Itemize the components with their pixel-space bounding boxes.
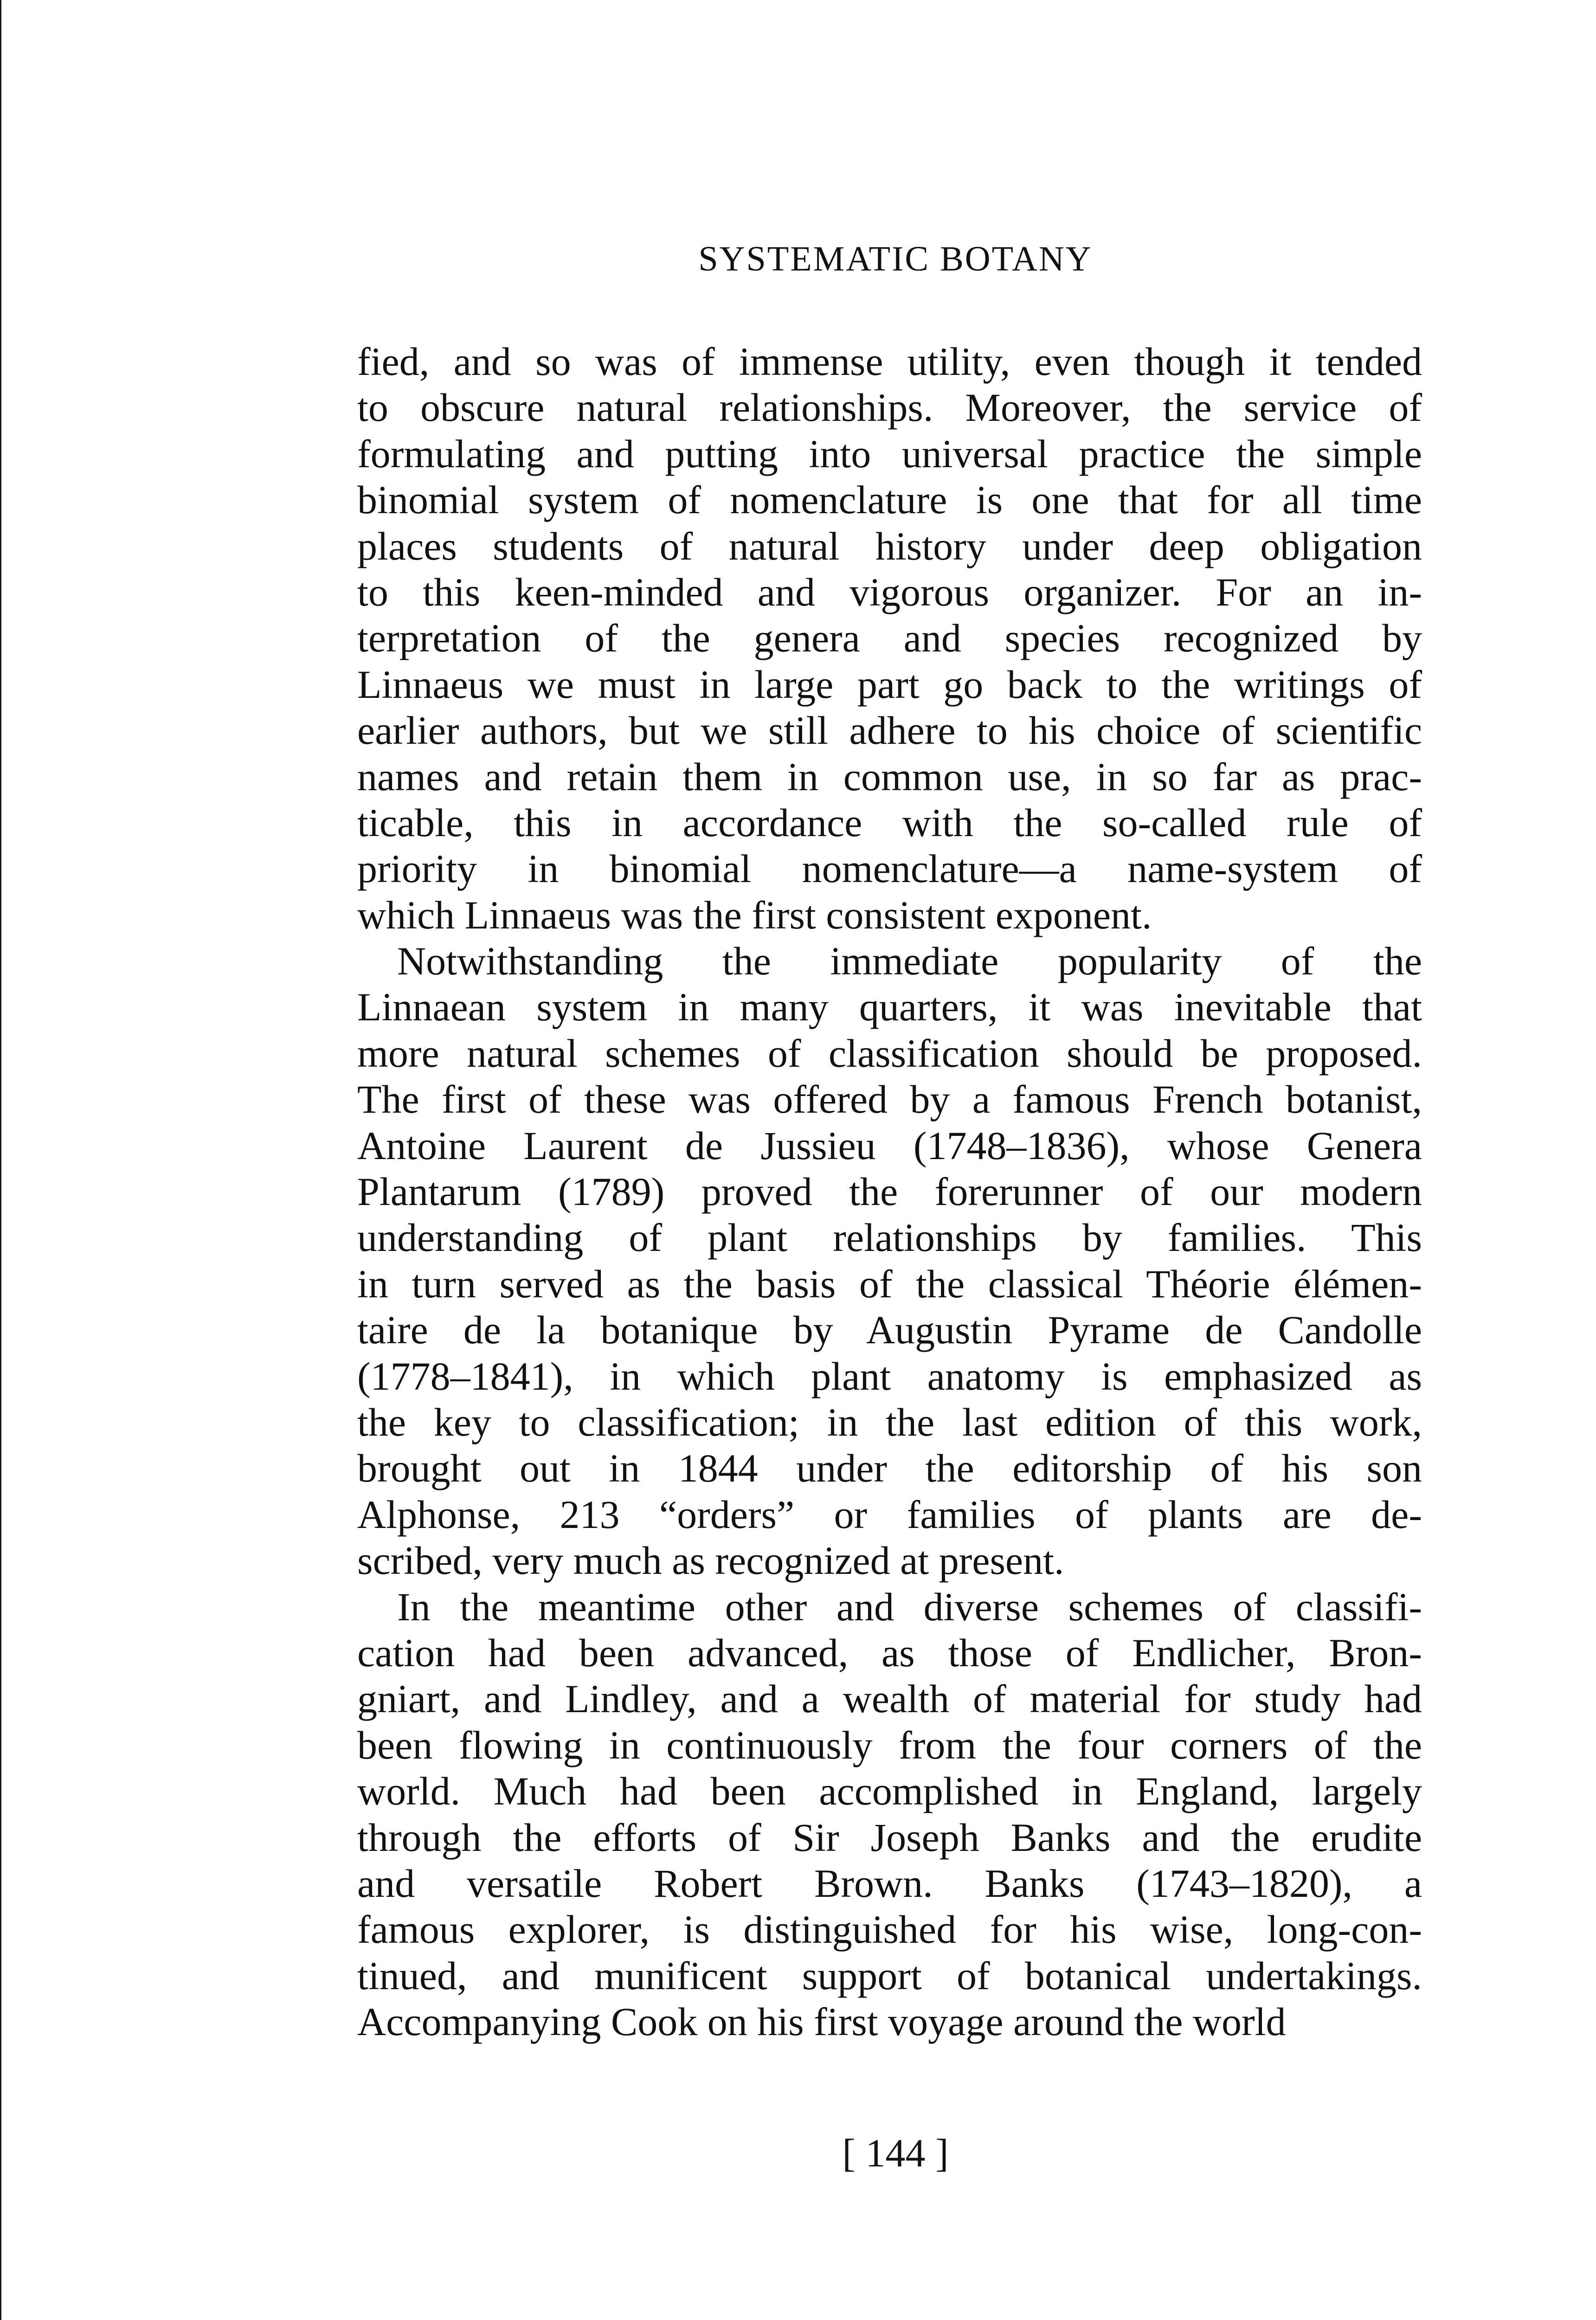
paragraph-1	[357, 339, 1422, 938]
text-line: Alphonse, 213 “orders” or families of plants are de-	[357, 1492, 1422, 1537]
text-line: gniart, and Lindley, and a wealth of material for study had	[357, 1676, 1422, 1721]
text-line: Linnaean system in many quarters, it was inevitable that	[357, 985, 1422, 1030]
text-line: taire de la botanique by Augustin Pyrame de Candolle	[357, 1308, 1422, 1353]
text-line: binomial system of nomenclature is one that for all time	[357, 477, 1422, 522]
page-number: [ 144 ]	[842, 2131, 949, 2175]
text-line: brought out in 1844 under the editorship of his son	[357, 1446, 1422, 1491]
text-line: famous explorer, is distinguished for his wise, long-con-	[357, 1907, 1422, 1952]
text-line: and versatile Robert Brown. Banks (1743–1820), a	[357, 1861, 1422, 1906]
text-line: world. Much had been accomplished in England, largely	[357, 1769, 1422, 1814]
text-line: to obscure natural relationships. Moreover, the service of	[357, 385, 1422, 430]
text-line: places students of natural history under deep obligation	[357, 523, 1422, 568]
text-line: cation had been advanced, as those of Endlicher, Bron-	[357, 1630, 1422, 1675]
text-line: terpretation of the genera and species recognized by	[357, 616, 1422, 661]
text-line: fied, and so was of immense utility, even though it tended	[357, 339, 1422, 384]
text-line: been flowing in continuously from the four corners of the	[357, 1722, 1422, 1767]
text-line: Antoine Laurent de Jussieu (1748–1836), whose Genera	[357, 1123, 1422, 1168]
text-line: (1778–1841), in which plant anatomy is emphasized as	[357, 1353, 1422, 1398]
text-line: in turn served as the basis of the classical Théorie élémen-	[357, 1261, 1422, 1306]
body-text	[357, 339, 1422, 2045]
text-line: which Linnaeus was the first consistent exponent.	[357, 892, 1152, 937]
running-head: SYSTEMATIC BOTANY	[698, 239, 1093, 278]
text-line: scribed, very much as recognized at present.	[357, 1538, 1064, 1583]
paragraph-2	[357, 938, 1422, 1584]
text-line: In the meantime other and diverse schemes of classifi-	[397, 1584, 1422, 1629]
paragraph-3	[357, 1584, 1422, 2045]
text-line: the key to classification; in the last edition of this work,	[357, 1399, 1422, 1444]
text-line: Linnaeus we must in large part go back to the writings of	[357, 662, 1422, 707]
page-edge-left	[0, 0, 1, 2320]
text-line: formulating and putting into universal practice the simple	[357, 431, 1422, 476]
text-line: tinued, and munificent support of botanical undertakings.	[357, 1953, 1422, 1998]
text-line: names and retain them in common use, in so far as prac-	[357, 754, 1422, 799]
text-line: The first of these was offered by a famous French botanist,	[357, 1077, 1422, 1122]
text-line: priority in binomial nomenclature—a name-system of	[357, 846, 1422, 891]
text-line: through the efforts of Sir Joseph Banks and the erudite	[357, 1815, 1422, 1860]
text-line: understanding of plant relationships by families. This	[357, 1215, 1422, 1260]
text-line: Plantarum (1789) proved the forerunner of our modern	[357, 1169, 1422, 1214]
text-line: Accompanying Cook on his first voyage around the world	[357, 1999, 1286, 2044]
text-line: earlier authors, but we still adhere to his choice of scientific	[357, 708, 1422, 753]
text-line: more natural schemes of classification should be proposed.	[357, 1031, 1422, 1076]
text-line: Notwithstanding the immediate popularity of the	[397, 939, 1422, 984]
text-line: ticable, this in accordance with the so-called rule of	[357, 800, 1422, 845]
text-line: to this keen-minded and vigorous organizer. For an in-	[357, 569, 1422, 614]
